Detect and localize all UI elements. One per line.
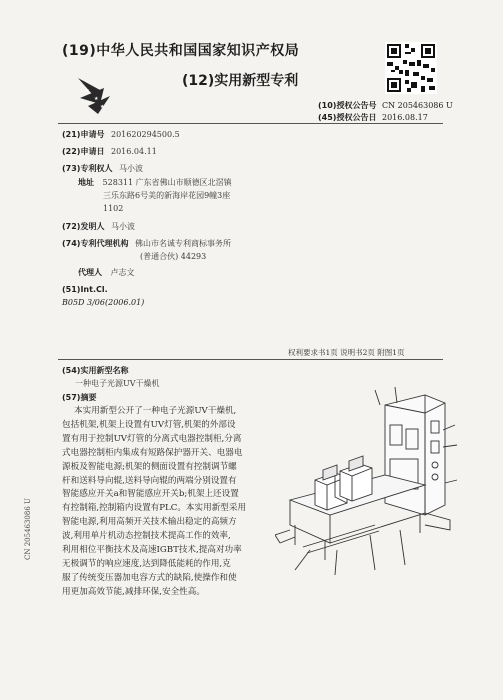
patentee-value: 马小波: [119, 164, 143, 173]
pub-date-label: (45)授权公告日: [318, 113, 377, 122]
address-line-1: 528311 广东省佛山市顺德区北滘镇: [102, 178, 232, 187]
patentee: [62, 162, 143, 175]
application-date: [62, 145, 157, 158]
patentee-label: (73)专利权人: [62, 164, 113, 173]
application-number-value: 201620294500.5: [111, 130, 180, 139]
utility-model-title: 一种电子光源UV干燥机: [75, 379, 160, 388]
pub-number: CN 205463086 U: [382, 101, 453, 110]
pub-number-row: [318, 100, 453, 111]
document-type: (12)实用新型专利: [182, 73, 299, 89]
abstract-line: 本实用新型公开了一种电子光源UV干燥机,: [74, 406, 237, 416]
abstract-line: 包括机架,机架上设置有UV灯管,机架的外部设: [62, 419, 236, 430]
agency-line-2: (普通合伙) 44293: [140, 252, 207, 261]
agent-value: 卢志文: [110, 268, 135, 277]
abstract-line: 智能感应开关a和智能感应开关b;机架上还设置: [62, 489, 239, 500]
application-number: [62, 128, 180, 141]
pub-number-label: (10)授权公告号: [318, 101, 377, 110]
pub-date: 2016.08.17: [382, 113, 428, 122]
abstract-line: 有控制箱,控制箱内设置有PLC。本实用新型采用: [62, 503, 247, 514]
abstract-line: 杆和送料导向辊,送料导向辊的两端分别设置有: [62, 475, 237, 486]
office-title: (19)中华人民共和国国家知识产权局: [62, 43, 300, 59]
utility-model-title-label: (54)实用新型名称: [62, 366, 129, 375]
application-number-label: (21)申请号: [62, 130, 105, 139]
svg-text:★: ★: [100, 104, 105, 110]
header-divider: [58, 123, 443, 124]
agency: [62, 237, 231, 250]
intcl-value: B05D 3/06(2006.01): [62, 298, 145, 307]
abstract-text: [62, 405, 272, 600]
abstract-line: 服了传统变压器加电容方式的缺陷,使操作和使: [62, 572, 237, 583]
body-divider: [58, 359, 443, 360]
inventor-label: (72)发明人: [62, 222, 105, 231]
qr-code-icon: [385, 42, 437, 94]
agency-label: (74)专利代理机构: [62, 239, 129, 248]
address-label: 地址: [78, 178, 94, 187]
inventor-value: 马小波: [111, 222, 135, 231]
address-line-3: 1102: [103, 204, 124, 213]
page-count-info: 权利要求书1页 说明书2页 附图1页: [288, 348, 405, 357]
side-publication-code: CN 205463086 U: [24, 498, 32, 560]
uv-dryer-drawing: [275, 385, 465, 585]
address: [78, 176, 232, 189]
abstract-line: 用更加高效节能,减排环保,安全性高。: [62, 586, 205, 597]
pub-date-row: [318, 112, 428, 123]
inventor: [62, 220, 135, 233]
abstract-line: 式电器控制柜内集成有短路保护器开关、电器电: [62, 447, 243, 458]
cnipa-logo: [70, 70, 120, 120]
abstract-line: 波,利用单片机动态控制技术提高工作的效率,: [62, 531, 231, 542]
svg-text:★: ★: [94, 96, 99, 102]
abstract-label: (57)摘要: [62, 393, 97, 402]
svg-text:★: ★: [84, 87, 90, 94]
agent: [78, 266, 135, 279]
intcl-label: (51)Int.Cl.: [62, 285, 108, 294]
abstract-line: 源板及智能电源;机架的侧面设置有控制调节螺: [62, 461, 237, 472]
abstract-line: 置有用于控制UV灯管的分离式电器控制柜,分离: [62, 433, 242, 444]
application-date-value: 2016.04.11: [111, 147, 157, 156]
abstract-line: 智能电源,利用高频开关技术输出稳定的高频方: [62, 517, 237, 528]
address-line-2: 三乐东路6号美的新海岸花园9幢3座: [103, 191, 231, 200]
abstract-line: 无极调节的响应速度,达到降低能耗的作用,克: [62, 558, 231, 569]
agency-line-1: 佛山市名诚专利商标事务所: [135, 239, 231, 248]
abstract-line: 利用相位平衡技术及高速IGBT技术,提高对功率: [62, 545, 242, 556]
agent-label: 代理人: [78, 268, 102, 277]
application-date-label: (22)申请日: [62, 147, 105, 156]
